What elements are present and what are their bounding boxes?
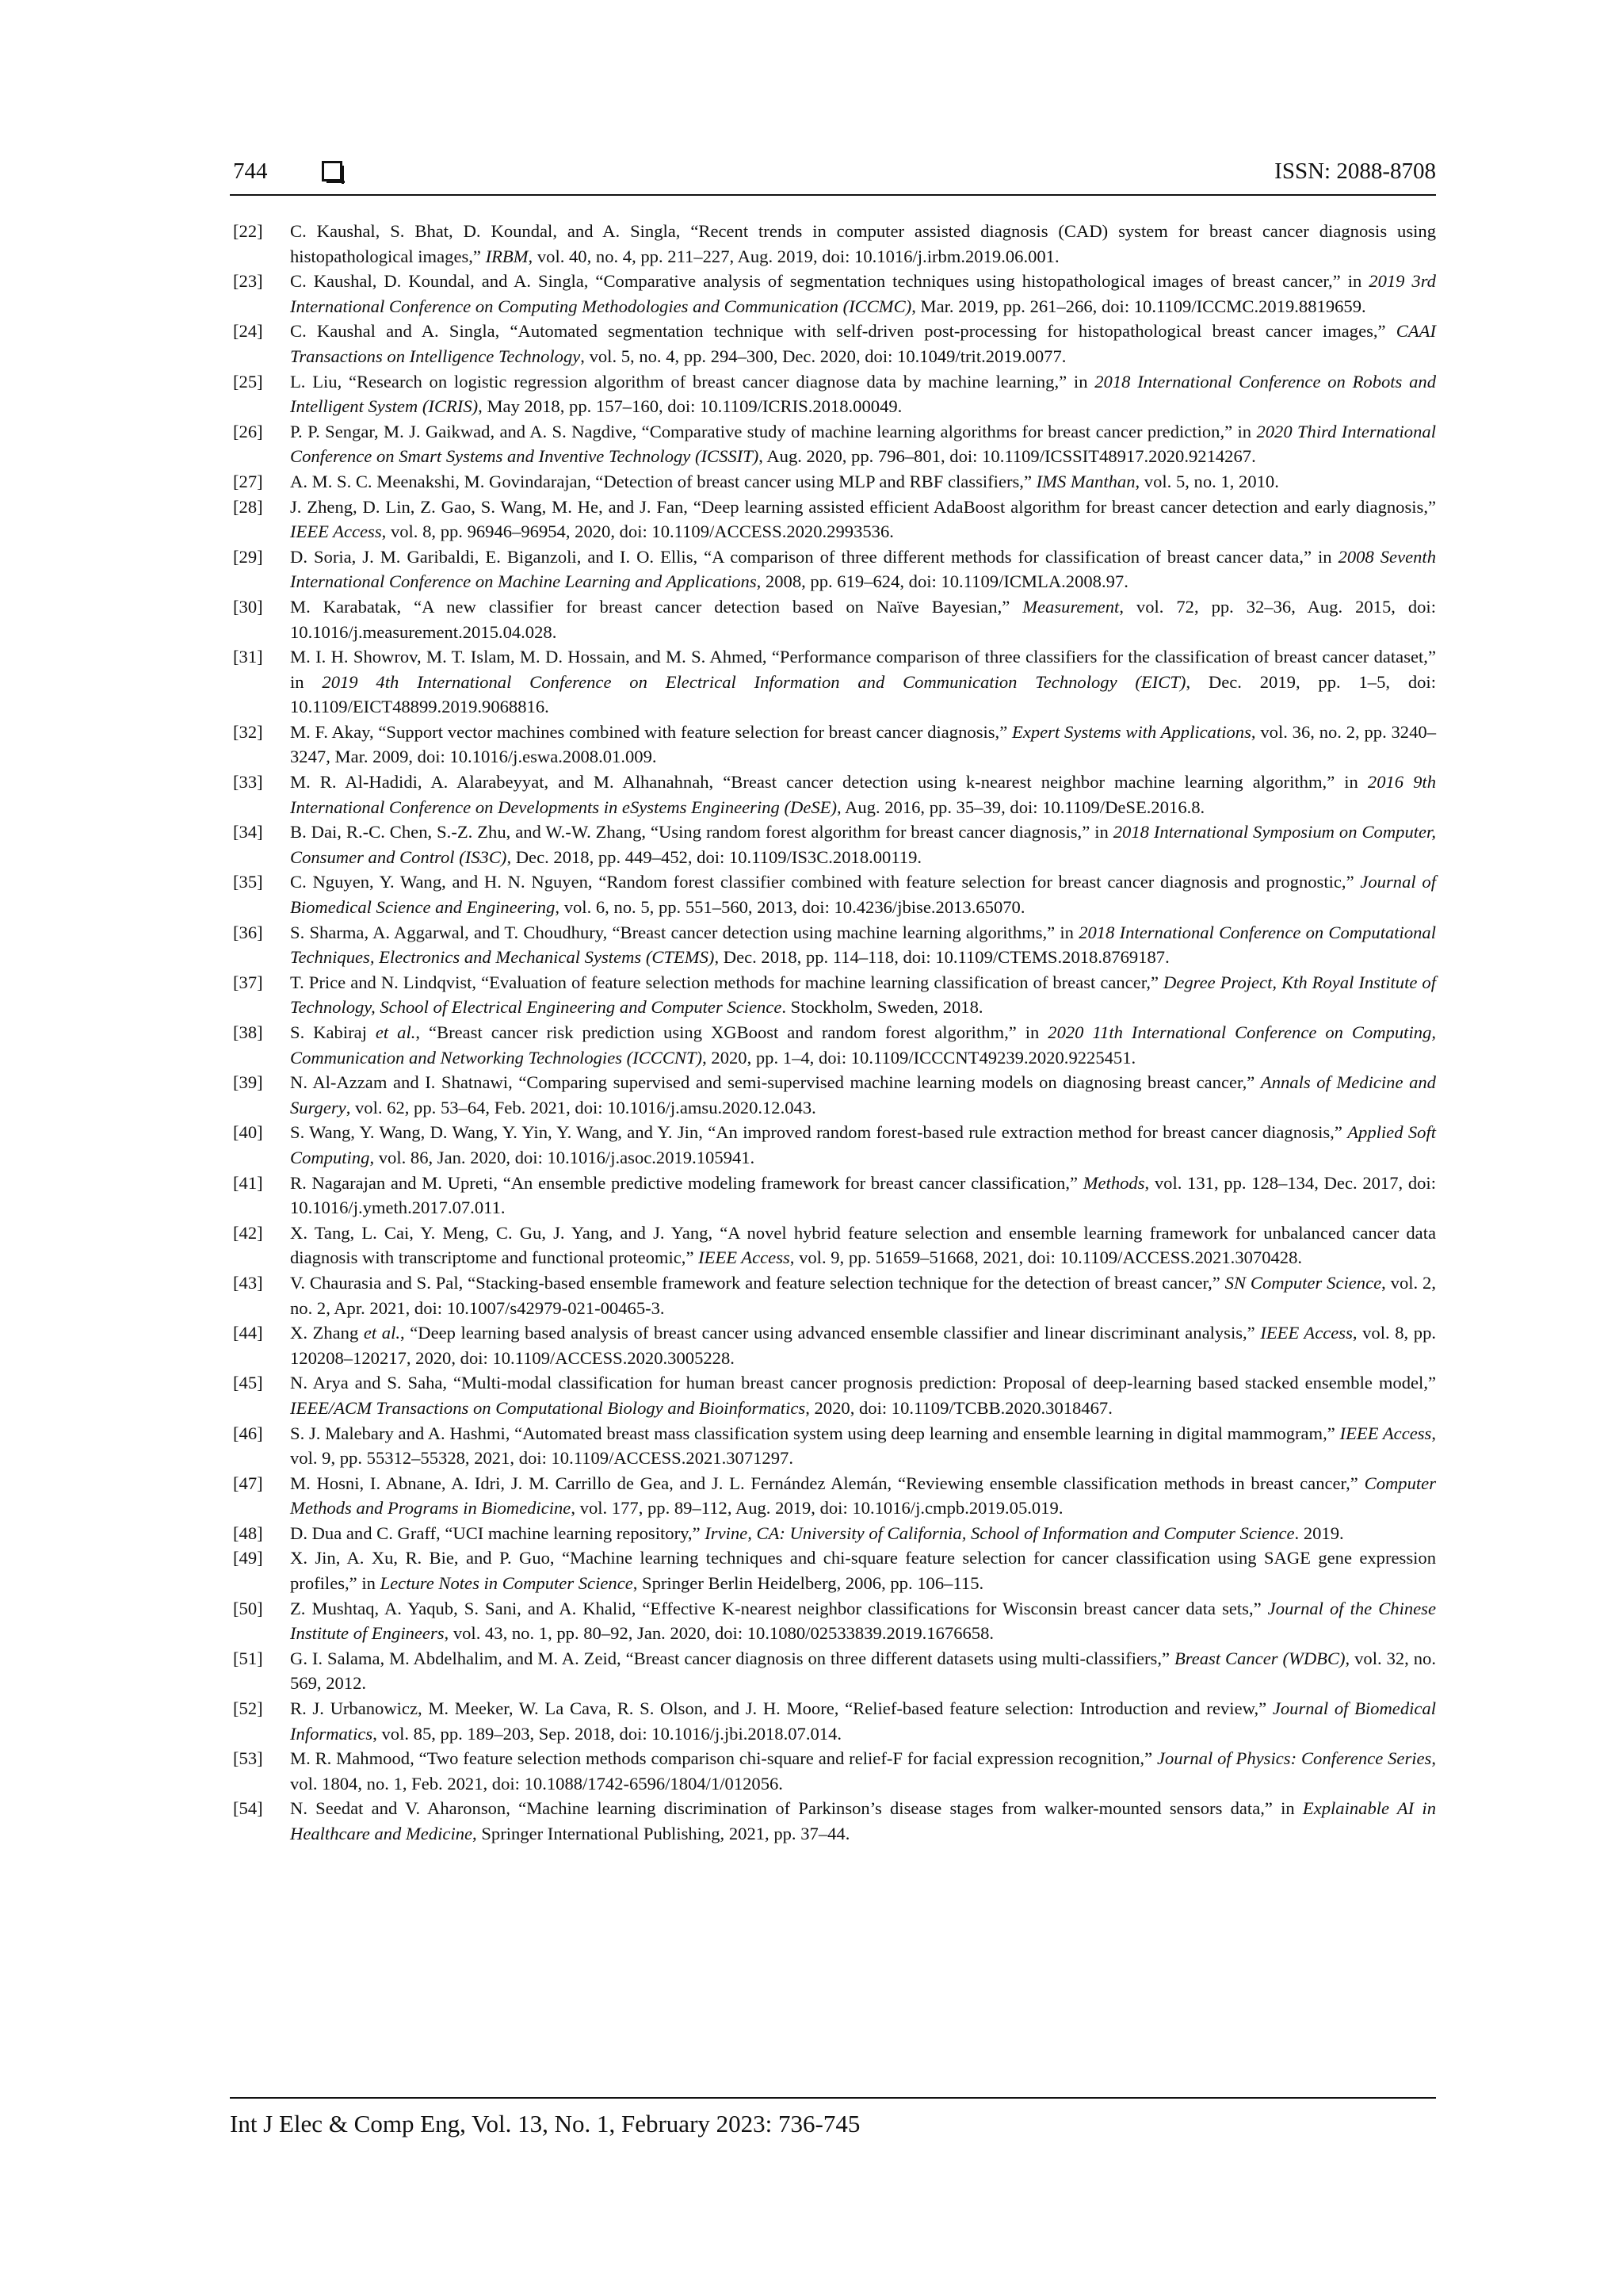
reference-number: [54]: [233, 1798, 263, 1819]
reference-number: [51]: [233, 1648, 263, 1668]
reference-number: [42]: [233, 1222, 263, 1243]
reference-italic-segment: CAAI Transactions on Intelligence Technology: [290, 321, 1436, 366]
reference-number: [28]: [233, 496, 263, 517]
reference-number: [37]: [233, 972, 263, 992]
reference-italic-segment: Measurement: [1022, 596, 1120, 617]
reference-segment: , Dec. 2018, pp. 449–452, doi: 10.1109/IS3C.2018.00119.: [506, 846, 922, 867]
reference-number: [31]: [233, 647, 263, 667]
reference-segment: L. Liu, “Research on logistic regression algorithm of breast cancer diagnose data by machine learning,” in: [290, 371, 1095, 392]
reference-segment: , May 2018, pp. 157–160, doi: 10.1109/ICRIS.2018.00049.: [478, 396, 903, 417]
reference-segment: S. J. Malebary and A. Hashmi, “Automated breast mass classification system using deep learning and ensemble learning in digital mammogram,”: [290, 1423, 1340, 1443]
reference-number: [40]: [233, 1122, 263, 1143]
reference-number: [33]: [233, 772, 263, 793]
reference-segment: X. Jin, A. Xu, R. Bie, and P. Guo, “Machine learning techniques and chi-square feature selection for cancer classification using SAGE gene expression profiles,” in: [290, 1548, 1436, 1594]
reference-segment: R. Nagarajan and M. Upreti, “An ensemble predictive modeling framework for breast cancer classification,”: [290, 1172, 1083, 1193]
reference-italic-segment: et al.: [363, 1323, 400, 1343]
reference-italic-segment: 2018 International Conference on Computational Techniques, Electronics and Mechanical Systems (CTEMS): [290, 922, 1436, 968]
reference-number: [26]: [233, 421, 263, 441]
reference-italic-segment: 2019 3rd International Conference on Computing Methodologies and Communication (ICCMC): [290, 271, 1436, 316]
footer-rule: [230, 2097, 1436, 2099]
reference-item: [230, 1746, 1436, 1796]
reference-item: [230, 1471, 1436, 1521]
reference-item: [230, 819, 1436, 869]
reference-segment: , vol. 2, no. 2, Apr. 2021, doi: 10.1007/s42979-021-00465-3.: [290, 1272, 1436, 1318]
reference-segment: M. R. Al-Hadidi, A. Alarabeyyat, and M. Alhanahnah, “Breast cancer detection using k-nearest neighbor machine learning algorithm,” in: [290, 772, 1368, 793]
reference-item: [230, 1796, 1436, 1846]
reference-number: [38]: [233, 1022, 263, 1042]
reference-segment: , Aug. 2020, pp. 796–801, doi: 10.1109/ICSSIT48917.2020.9214267.: [758, 446, 1256, 467]
reference-text: [290, 495, 1436, 544]
reference-item: [230, 1020, 1436, 1070]
reference-italic-segment: 2018 International Conference on Robots and Intelligent System (ICRIS): [290, 371, 1436, 417]
reference-italic-segment: Lecture Notes in Computer Science: [380, 1573, 633, 1594]
reference-text: [290, 1221, 1436, 1270]
reference-item: [230, 1270, 1436, 1320]
reference-segment: , 2020, doi: 10.1109/TCBB.2020.3018467.: [805, 1397, 1113, 1418]
reference-text: [290, 319, 1436, 369]
reference-italic-segment: 2020 Third International Conference on Smart Systems and Inventive Technology (ICSSIT): [290, 421, 1436, 467]
reference-italic-segment: Methods: [1083, 1172, 1145, 1193]
reference-italic-segment: IRBM: [485, 246, 529, 266]
reference-italic-segment: IMS Manthan: [1036, 471, 1136, 491]
reference-text: [290, 544, 1436, 594]
reference-item: [230, 644, 1436, 720]
reference-segment: J. Zheng, D. Lin, Z. Gao, S. Wang, M. He, and J. Fan, “Deep learning assisted efficient AdaBoost algorithm for breast cancer detection and early diagnosis,”: [290, 496, 1436, 517]
reference-segment: , vol. 36, no. 2, pp. 3240–3247, Mar. 2009, doi: 10.1016/j.eswa.2008.01.009.: [290, 721, 1436, 767]
reference-segment: , 2008, pp. 619–624, doi: 10.1109/ICMLA.2008.97.: [756, 571, 1128, 592]
reference-text: [290, 1020, 1436, 1070]
reference-item: [230, 970, 1436, 1020]
reference-number: [48]: [233, 1522, 263, 1543]
reference-segment: , vol. 43, no. 1, pp. 80–92, Jan. 2020, doi: 10.1080/02533839.2019.1676658.: [444, 1623, 995, 1644]
reference-italic-segment: Computer Methods and Programs in Biomedicine: [290, 1473, 1436, 1519]
reference-segment: , vol. 85, pp. 189–203, Sep. 2018, doi: 10.1016/j.jbi.2018.07.014.: [372, 1723, 842, 1744]
reference-italic-segment: SN Computer Science: [1224, 1272, 1382, 1293]
reference-italic-segment: IEEE Access: [290, 521, 382, 542]
reference-segment: X. Tang, L. Cai, Y. Meng, C. Gu, J. Yang, and J. Yang, “A novel hybrid feature selection and ensemble learning framework for unbalanced cancer data diagnosis with transcriptome and functional proteomic,”: [290, 1222, 1436, 1268]
reference-italic-segment: 2016 9th International Conference on Developments in eSystems Engineering (DeSE): [290, 772, 1436, 817]
reference-italic-segment: 2008 Seventh International Conference on Machine Learning and Applications: [290, 546, 1436, 592]
reference-segment: , vol. 177, pp. 89–112, Aug. 2019, doi: 10.1016/j.cmpb.2019.05.019.: [571, 1498, 1064, 1519]
reference-item: [230, 1545, 1436, 1595]
reference-item: [230, 1070, 1436, 1120]
reference-text: [290, 419, 1436, 469]
reference-item: [230, 219, 1436, 269]
reference-segment: , “Breast cancer risk prediction using XGBoost and random forest algorithm,” in: [415, 1022, 1048, 1042]
reference-italic-segment: 2019 4th International Conference on Electrical Information and Communication Technology (EICT): [322, 671, 1186, 692]
reference-text: [290, 1171, 1436, 1221]
reference-number: [53]: [233, 1748, 263, 1769]
reference-number: [29]: [233, 546, 263, 567]
reference-segment: N. Al-Azzam and I. Shatnawi, “Comparing supervised and semi-supervised machine learning models on diagnosing breast cancer,”: [290, 1072, 1261, 1093]
reference-segment: , vol. 32, no. 569, 2012.: [290, 1648, 1437, 1694]
reference-item: [230, 920, 1436, 970]
reference-segment: , 2020, pp. 1–4, doi: 10.1109/ICCCNT49239.2020.9225451.: [702, 1047, 1136, 1068]
reference-segment: V. Chaurasia and S. Pal, “Stacking-based ensemble framework and feature selection technique for the detection of breast cancer,”: [290, 1272, 1225, 1293]
reference-italic-segment: Degree Project, Kth Royal Institute of Technology, School of Electrical Engineering and Computer Science: [290, 972, 1436, 1018]
reference-italic-segment: Breast Cancer (WDBC): [1174, 1648, 1346, 1668]
reference-segment: B. Dai, R.-C. Chen, S.-Z. Zhu, and W.-W. Zhang, “Using random forest algorithm for breast cancer diagnosis,” in: [290, 822, 1113, 842]
reference-item: [230, 1646, 1436, 1696]
reference-italic-segment: Applied Soft Computing: [290, 1122, 1436, 1167]
reference-item: [230, 1696, 1436, 1746]
reference-segment: T. Price and N. Lindqvist, “Evaluation of feature selection methods for machine learning classification of breast cancer,”: [290, 972, 1164, 992]
reference-segment: S. Sharma, A. Aggarwal, and T. Choudhury, “Breast cancer detection using machine learning algorithms,” in: [290, 922, 1079, 942]
reference-segment: S. Wang, Y. Wang, D. Wang, Y. Yin, Y. Wang, and Y. Jin, “An improved random forest-based rule extraction method for breast cancer diagnosis,”: [290, 1122, 1348, 1143]
reference-list: [230, 219, 1436, 1847]
reference-segment: . Stockholm, Sweden, 2018.: [781, 997, 983, 1018]
reference-item: [230, 770, 1436, 819]
reference-number: [22]: [233, 221, 263, 241]
reference-segment: , Aug. 2016, pp. 35–39, doi: 10.1109/DeSE.2016.8.: [836, 797, 1205, 817]
reference-number: [46]: [233, 1423, 263, 1443]
reference-text: [290, 1796, 1436, 1846]
reference-number: [35]: [233, 872, 263, 892]
reference-text: [290, 1596, 1436, 1646]
reference-segment: P. P. Sengar, M. J. Gaikwad, and A. S. Nagdive, “Comparative study of machine learning algorithms for breast cancer prediction,” in: [290, 421, 1257, 441]
reference-segment: , Dec. 2019, pp. 1–5, doi: 10.1109/EICT48899.2019.9068816.: [290, 671, 1436, 717]
reference-item: [230, 720, 1436, 770]
reference-text: [290, 1370, 1436, 1420]
reference-item: [230, 495, 1436, 544]
reference-italic-segment: IEEE Access: [698, 1247, 790, 1268]
reference-text: [290, 1421, 1436, 1471]
reference-segment: , vol. 86, Jan. 2020, doi: 10.1016/j.asoc.2019.105941.: [369, 1147, 755, 1167]
reference-number: [52]: [233, 1698, 263, 1719]
reference-segment: M. Karabatak, “A new classifier for breast cancer detection based on Naïve Bayesian,”: [290, 596, 1023, 617]
reference-segment: Z. Mushtaq, A. Yaqub, S. Sani, and A. Khalid, “Effective K-nearest neighbor classifications for Wisconsin breast cancer data sets,”: [290, 1598, 1268, 1618]
reference-segment: C. Kaushal and A. Singla, “Automated segmentation technique with self-driven post-processing for histopathological breast cancer images,”: [290, 321, 1396, 342]
reference-text: [290, 920, 1436, 970]
reference-segment: , vol. 1804, no. 1, Feb. 2021, doi: 10.1088/1742-6596/1804/1/012056.: [290, 1748, 1437, 1794]
reference-item: [230, 1521, 1436, 1546]
reference-text: [290, 269, 1436, 319]
reference-number: [34]: [233, 822, 263, 842]
reference-text: [290, 469, 1436, 495]
reference-segment: M. R. Mahmood, “Two feature selection methods comparison chi-square and relief-F for facial expression recognition,”: [290, 1748, 1157, 1769]
reference-segment: M. F. Akay, “Support vector machines combined with feature selection for breast cancer diagnosis,”: [290, 721, 1013, 742]
reference-segment: , vol. 131, pp. 128–134, Dec. 2017, doi: 10.1016/j.ymeth.2017.07.011.: [290, 1172, 1436, 1218]
reference-text: [290, 1696, 1436, 1746]
reference-segment: , vol. 8, pp. 120208–120217, 2020, doi: 10.1109/ACCESS.2020.3005228.: [290, 1323, 1437, 1368]
reference-item: [230, 469, 1436, 495]
reference-number: [32]: [233, 721, 263, 742]
page-number: 744: [233, 159, 268, 184]
reference-text: [290, 594, 1436, 644]
reference-italic-segment: IEEE Access: [1260, 1323, 1353, 1343]
header-rule: [230, 194, 1436, 196]
reference-item: [230, 1320, 1436, 1370]
reference-item: [230, 869, 1436, 919]
reference-text: [290, 1646, 1436, 1696]
reference-number: [27]: [233, 471, 263, 491]
reference-segment: , Springer International Publishing, 2021, pp. 37–44.: [472, 1824, 850, 1843]
reference-italic-segment: Expert Systems with Applications: [1012, 721, 1251, 742]
reference-text: [290, 970, 1436, 1020]
reference-text: [290, 869, 1436, 919]
reference-number: [41]: [233, 1172, 263, 1193]
reference-text: [290, 1746, 1436, 1796]
page-header: [230, 155, 1436, 193]
reference-segment: A. M. S. C. Meenakshi, M. Govindarajan, “Detection of breast cancer using MLP and RBF classifiers,”: [290, 471, 1037, 491]
reference-segment: R. J. Urbanowicz, M. Meeker, W. La Cava, R. S. Olson, and J. H. Moore, “Relief-based feature selection: Introduction and review,”: [290, 1698, 1273, 1719]
reference-italic-segment: Explainable AI in Healthcare and Medicine: [290, 1798, 1436, 1843]
reference-segment: , Dec. 2018, pp. 114–118, doi: 10.1109/CTEMS.2018.8769187.: [714, 947, 1170, 968]
reference-item: [230, 1596, 1436, 1646]
reference-item: [230, 594, 1436, 644]
reference-item: [230, 419, 1436, 469]
reference-italic-segment: Journal of Physics: Conference Series: [1156, 1748, 1432, 1769]
reference-segment: , vol. 40, no. 4, pp. 211–227, Aug. 2019, doi: 10.1016/j.irbm.2019.06.001.: [528, 246, 1060, 266]
checkbox-square-icon: [322, 161, 342, 181]
reference-number: [44]: [233, 1323, 263, 1343]
reference-text: [290, 219, 1436, 269]
reference-segment: G. I. Salama, M. Abdelhalim, and M. A. Zeid, “Breast cancer diagnosis on three different datasets using multi-classifiers,”: [290, 1648, 1174, 1668]
reference-italic-segment: Journal of Biomedical Science and Engineering: [290, 872, 1436, 918]
reference-segment: C. Kaushal, D. Koundal, and A. Singla, “Comparative analysis of segmentation techniques using histopathological images of breast cancer,” in: [290, 271, 1369, 292]
reference-segment: , vol. 6, no. 5, pp. 551–560, 2013, doi: 10.4236/jbise.2013.65070.: [555, 897, 1025, 918]
journal-citation-footer: Int J Elec & Comp Eng, Vol. 13, No. 1, February 2023: 736-745: [230, 2110, 861, 2137]
reference-number: [49]: [233, 1548, 263, 1568]
reference-number: [36]: [233, 922, 263, 942]
reference-italic-segment: Journal of Biomedical Informatics: [290, 1698, 1436, 1744]
reference-segment: M. I. H. Showrov, M. T. Islam, M. D. Hossain, and M. S. Ahmed, “Performance comparison of three classifiers for the classification of breast cancer dataset,” in: [290, 647, 1436, 692]
reference-text: [290, 1270, 1436, 1320]
reference-item: [230, 1421, 1436, 1471]
reference-italic-segment: Annals of Medicine and Surgery: [290, 1072, 1436, 1117]
reference-item: [230, 269, 1436, 319]
reference-segment: X. Zhang: [290, 1323, 364, 1343]
reference-text: [290, 1120, 1436, 1170]
reference-item: [230, 1221, 1436, 1270]
reference-segment: D. Soria, J. M. Garibaldi, E. Biganzoli, and I. O. Ellis, “A comparison of three different methods for classification of breast cancer data,” in: [290, 546, 1338, 567]
reference-segment: , Springer Berlin Heidelberg, 2006, pp. 106–115.: [632, 1573, 984, 1594]
reference-text: [290, 1070, 1436, 1120]
reference-text: [290, 1471, 1436, 1521]
reference-italic-segment: Journal of the Chinese Institute of Engineers: [290, 1598, 1436, 1644]
reference-item: [230, 1120, 1436, 1170]
reference-italic-segment: et al.: [375, 1022, 416, 1042]
reference-number: [23]: [233, 271, 263, 292]
reference-number: [30]: [233, 596, 263, 617]
reference-segment: . 2019.: [1294, 1522, 1344, 1543]
reference-item: [230, 319, 1436, 369]
reference-segment: N. Arya and S. Saha, “Multi-modal classification for human breast cancer prognosis prediction: Proposal of deep-learning based stacked ensemble model,”: [290, 1373, 1436, 1393]
reference-italic-segment: Irvine, CA: University of California, School of Information and Computer Science: [705, 1522, 1295, 1543]
reference-number: [25]: [233, 371, 263, 392]
reference-segment: D. Dua and C. Graff, “UCI machine learning repository,”: [290, 1522, 705, 1543]
reference-italic-segment: 2020 11th International Conference on Computing, Communication and Networking Technologies (ICCCNT): [290, 1022, 1436, 1068]
reference-number: [47]: [233, 1473, 263, 1493]
reference-segment: , “Deep learning based analysis of breast cancer using advanced ensemble classifier and linear discriminant analysis,”: [400, 1323, 1261, 1343]
reference-segment: C. Kaushal, S. Bhat, D. Koundal, and A. Singla, “Recent trends in computer assisted diagnosis (CAD) system for breast cancer diagnosis using histopathological images,”: [290, 221, 1436, 266]
reference-text: [290, 369, 1436, 419]
reference-number: [43]: [233, 1272, 263, 1293]
reference-segment: , vol. 62, pp. 53–64, Feb. 2021, doi: 10.1016/j.amsu.2020.12.043.: [346, 1097, 816, 1117]
reference-number: [50]: [233, 1598, 263, 1618]
reference-number: [39]: [233, 1072, 263, 1093]
reference-text: [290, 1320, 1436, 1370]
reference-segment: , vol. 8, pp. 96946–96954, 2020, doi: 10.1109/ACCESS.2020.2993536.: [381, 521, 894, 542]
reference-number: [45]: [233, 1373, 263, 1393]
reference-item: [230, 369, 1436, 419]
reference-segment: , vol. 5, no. 1, 2010.: [1135, 471, 1279, 491]
reference-italic-segment: 2018 International Symposium on Computer, Consumer and Control (IS3C): [290, 822, 1436, 867]
reference-text: [290, 644, 1436, 720]
reference-segment: , vol. 9, pp. 55312–55328, 2021, doi: 10.1109/ACCESS.2021.3071297.: [290, 1423, 1436, 1469]
reference-segment: , vol. 9, pp. 51659–51668, 2021, doi: 10.1109/ACCESS.2021.3070428.: [789, 1247, 1303, 1268]
reference-italic-segment: IEEE/ACM Transactions on Computational Biology and Bioinformatics: [290, 1397, 806, 1418]
reference-text: [290, 1521, 1436, 1546]
reference-text: [290, 819, 1436, 869]
reference-segment: , Mar. 2019, pp. 261–266, doi: 10.1109/ICCMC.2019.8819659.: [911, 296, 1366, 316]
reference-text: [290, 1545, 1436, 1595]
reference-text: [290, 720, 1436, 770]
reference-segment: , vol. 72, pp. 32–36, Aug. 2015, doi: 10.1016/j.measurement.2015.04.028.: [290, 596, 1436, 642]
reference-segment: M. Hosni, I. Abnane, A. Idri, J. M. Carrillo de Gea, and J. L. Fernández Alemán, “Reviewing ensemble classification methods in breast cancer,”: [290, 1473, 1365, 1493]
issn-label: ISSN: 2088-8708: [1274, 159, 1436, 184]
reference-italic-segment: IEEE Access: [1339, 1423, 1432, 1443]
reference-number: [24]: [233, 321, 263, 342]
reference-segment: C. Nguyen, Y. Wang, and H. N. Nguyen, “Random forest classifier combined with feature selection for breast cancer diagnosis and prognostic,”: [290, 872, 1361, 892]
reference-item: [230, 1370, 1436, 1420]
reference-item: [230, 544, 1436, 594]
reference-text: [290, 770, 1436, 819]
reference-segment: N. Seedat and V. Aharonson, “Machine learning discrimination of Parkinson’s disease stages from walker-mounted sensors data,” in: [290, 1798, 1303, 1819]
reference-segment: , vol. 5, no. 4, pp. 294–300, Dec. 2020, doi: 10.1049/trit.2019.0077.: [580, 346, 1067, 366]
reference-segment: S. Kabiraj: [290, 1022, 376, 1042]
reference-item: [230, 1171, 1436, 1221]
